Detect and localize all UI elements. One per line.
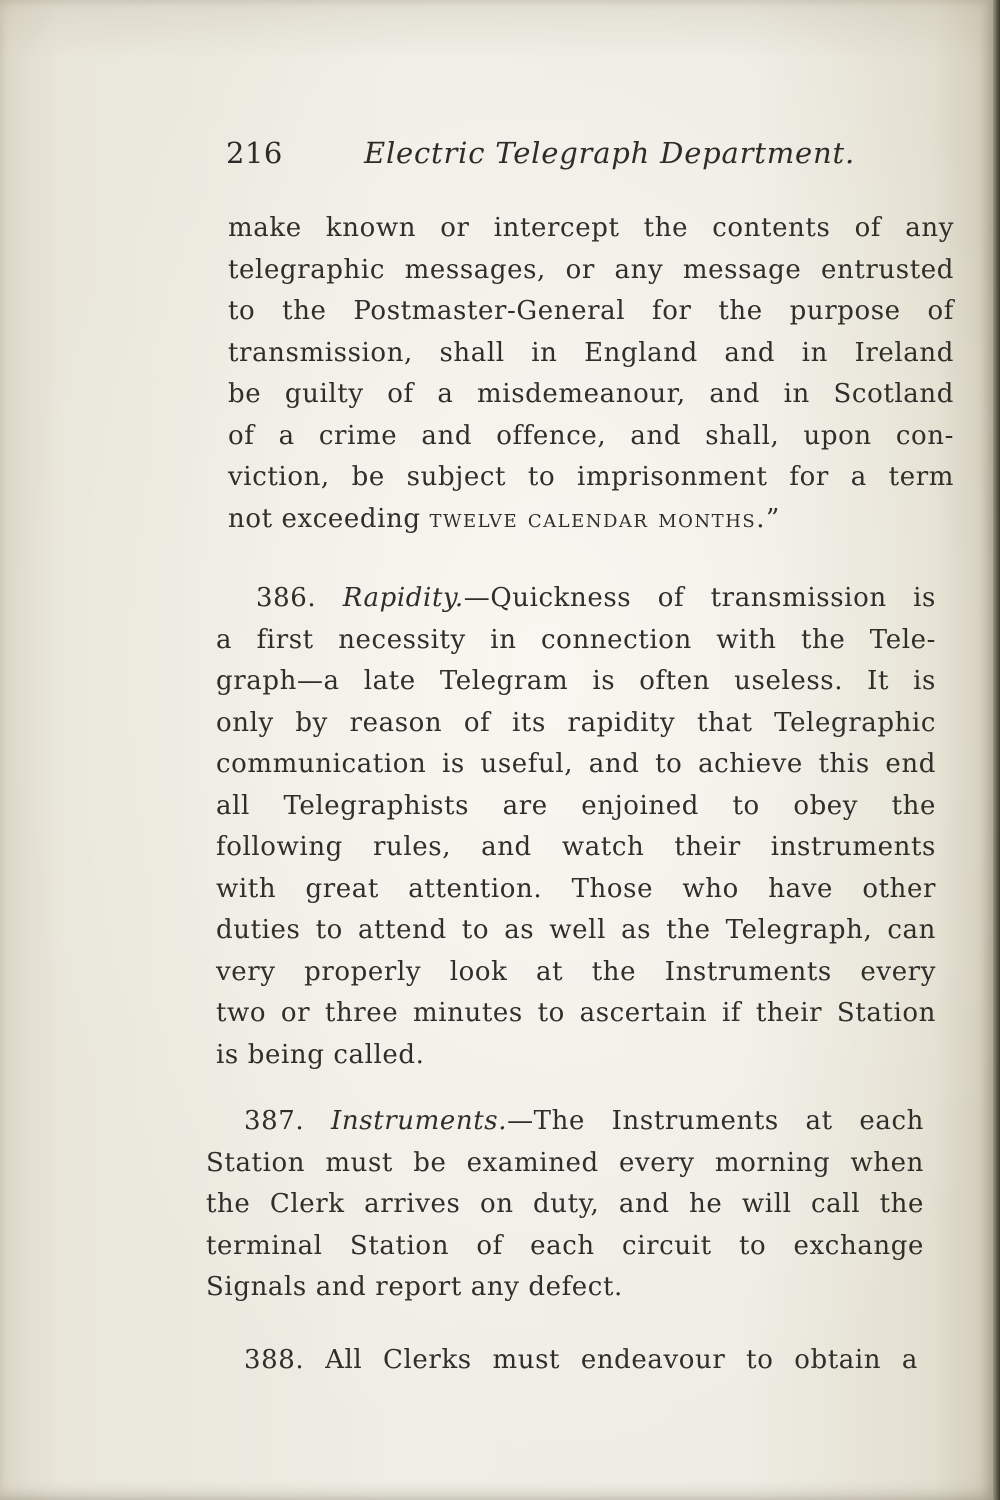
text-line <box>228 499 954 541</box>
paragraph-387 <box>206 1101 924 1309</box>
text-line <box>216 578 936 620</box>
text-line <box>206 1101 924 1143</box>
text-line: all Telegraphists are enjoined to obey the <box>216 790 936 821</box>
closing-quote: ” <box>765 503 780 534</box>
paragraph-heading: Instruments. <box>331 1106 508 1136</box>
text-line: graph—a late Telegram is often useless. It is <box>216 666 936 696</box>
small-caps-phrase: twelve calendar months. <box>429 503 766 534</box>
text-line: the Clerk arrives on duty, and he will call the <box>206 1189 924 1219</box>
text-line: to the Postmaster-General for the purpose of <box>228 296 954 326</box>
running-head <box>226 128 866 178</box>
text-fragment: All Clerks must endeavour to obtain a <box>325 1345 918 1375</box>
text-line <box>206 1340 918 1382</box>
text-line: duties to attend to as well as the Telegraph, can <box>216 915 936 945</box>
paragraph-number: 388. <box>244 1345 305 1375</box>
text-line: be guilty of a misdemeanour, and in Scotland <box>228 379 954 409</box>
text-line: make known or intercept the contents of any <box>228 213 954 243</box>
text-line: transmission, shall in England and in Ireland <box>228 337 954 368</box>
page-edge <box>993 0 1000 1500</box>
text-line: communication is useful, and to achieve this end <box>216 749 936 779</box>
text-line: telegraphic messages, or any message entrusted <box>228 254 954 285</box>
paragraph-continued <box>228 208 954 540</box>
page-number: 216 <box>226 136 283 170</box>
text-line: following rules, and watch their instruments <box>216 832 936 862</box>
text-line: a first necessity in connection with the Tele- <box>216 624 936 655</box>
text-line: terminal Station of each circuit to exchange <box>206 1230 924 1261</box>
page-shading <box>0 0 993 60</box>
paragraph-386 <box>216 578 936 1076</box>
text-fragment: not exceeding <box>228 503 430 534</box>
paragraph-388 <box>206 1340 918 1382</box>
text-line: Signals and report any defect. <box>206 1272 623 1302</box>
text-line: only by reason of its rapidity that Telegraphic <box>216 707 936 738</box>
text-line: viction, be subject to imprisonment for a term <box>228 462 954 492</box>
paragraph-heading: Rapidity. <box>342 583 464 613</box>
text-line: Station must be examined every morning when <box>206 1147 924 1178</box>
text-line: of a crime and offence, and shall, upon con- <box>228 420 954 451</box>
text-line: very properly look at the Instruments every <box>216 956 936 987</box>
paragraph-number: 386. <box>256 583 317 613</box>
text-fragment: —Quickness of transmission is <box>463 583 936 613</box>
text-line: is being called. <box>216 1039 425 1070</box>
text-fragment: —The Instruments at each <box>507 1106 924 1136</box>
running-head-title: Electric Telegraph Department. <box>364 136 855 170</box>
paragraph-number: 387. <box>244 1106 305 1136</box>
text-line: with great attention. Those who have other <box>216 873 936 904</box>
text-line: two or three minutes to ascertain if their Station <box>216 998 936 1028</box>
